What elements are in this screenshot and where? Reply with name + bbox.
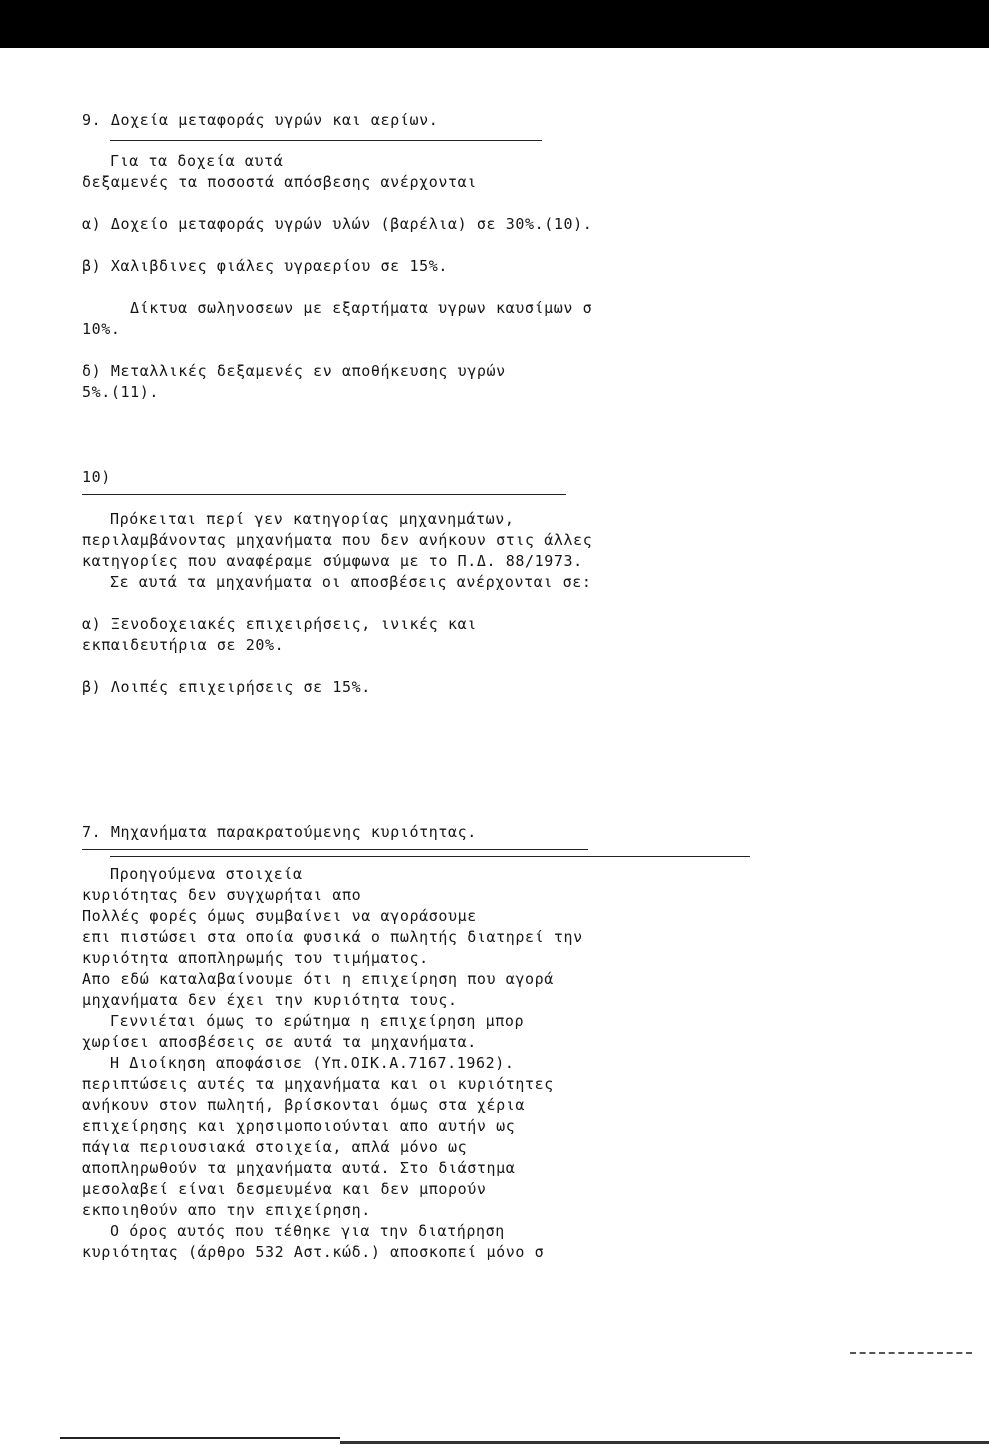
section-7-underline-2 [110, 856, 750, 857]
section-10-line: περιλαμβάνοντας μηχανήματα που δεν ανήκουν στις άλλες [82, 531, 593, 549]
section-7-line: επιχείρησης και χρησιμοποιούνται απο αυτήν ως [82, 1117, 516, 1135]
scan-artifact-dashes [850, 1352, 972, 1354]
section-7-line: κυριότητα αποπληρωμής του τιμήματος. [82, 949, 429, 967]
section-7-line: αποπληρωθούν τα μηχανήματα αυτά. Στο διάστημα [82, 1159, 516, 1177]
section-7-line: μεσολαβεί είναι δεσμευμένα και δεν μπορούν [82, 1180, 487, 1198]
section-9-line: 10%. [82, 320, 121, 338]
section-7-line: κυριότητας (άρθρο 532 Αστ.κώδ.) αποσκοπεί μόνο σ [82, 1243, 545, 1261]
section-10-line: Σε αυτά τα μηχανήματα οι αποσβέσεις ανέρχονται σε: [110, 573, 592, 591]
section-7-heading: 7. Μηχανήματα παρακρατούμενης κυριότητας. [82, 823, 477, 841]
section-7-line: Η Διοίκηση αποφάσισε (Υπ.ΟΙΚ.Α.7167.1962). [110, 1054, 515, 1072]
scan-artifact-bottom-line-2 [340, 1441, 989, 1444]
section-7-line: Ο όρος αυτός που τέθηκε για την διατήρηση [110, 1222, 505, 1240]
section-7-line: μηχανήματα δεν έχει την κυριότητα τους. [82, 991, 458, 1009]
section-7-line: Απο εδώ καταλαβαίνουμε ότι η επιχείρηση που αγορά [82, 970, 554, 988]
section-7-line: Πολλές φορές όμως συμβαίνει να αγοράσουμε [82, 907, 477, 925]
section-10-line: Πρόκειται περί γεν κατηγορίας μηχανημάτων, [110, 510, 515, 528]
section-7-line: επι πιστώσει στα οποία φυσικά ο πωλητής διατηρεί την [82, 928, 583, 946]
section-10-line: β) Λοιπές επιχειρήσεις σε 15%. [82, 678, 371, 696]
section-7-line: ανήκουν στον πωλητή, βρίσκονται όμως στα χέρια [82, 1096, 526, 1114]
section-7-line: πάγια περιουσιακά στοιχεία, απλά μόνο ως [82, 1138, 468, 1156]
section-10-line: εκπαιδευτήρια σε 20%. [82, 636, 285, 654]
section-7-line: χωρίσει αποσβέσεις σε αυτά τα μηχανήματα. [82, 1033, 477, 1051]
section-9-line: β) Χαλιβδινες φιάλες υγραερίου σε 15%. [82, 257, 448, 275]
section-9-line: 5%.(11). [82, 383, 160, 401]
section-9-underline [110, 140, 542, 141]
section-9-line: δ) Μεταλλικές δεξαμενές εν αποθήκευσης υγρών [82, 362, 506, 380]
section-10-line: α) Ξενοδοχειακές επιχειρήσεις, ινικές και [82, 615, 477, 633]
section-7-underline [82, 849, 588, 850]
section-9-line: Για τα δοχεία αυτά [110, 152, 284, 170]
section-7-line: εκποιηθούν απο την επιχείρηση. [82, 1201, 371, 1219]
scan-top-border [0, 0, 989, 48]
scan-artifact-bottom-line [60, 1437, 340, 1439]
section-9-line: Δίκτυα σωληνοσεων με εξαρτήματα υγρων καυσίμων σ [130, 299, 593, 317]
section-7-line: περιπτώσεις αυτές τα μηχανήματα και οι κυριότητες [82, 1075, 554, 1093]
section-10-underline [82, 494, 566, 495]
section-7-line: κυριότητας δεν συγχωρήται απο [82, 886, 362, 904]
section-7-line: Γεννιέται όμως το ερώτημα η επιχείρηση μπορ [110, 1012, 525, 1030]
section-9-line: α) Δοχείο μεταφοράς υγρών υλών (βαρέλια) σε 30%.(10). [82, 215, 593, 233]
section-10-line: κατηγορίες που αναφέραμε σύμφωνα με το Π.Δ. 88/1973. [82, 552, 583, 570]
section-9-line: δεξαμενές τα ποσοστά απόσβεσης ανέρχονται [82, 173, 477, 191]
section-10-heading: 10) [82, 468, 111, 486]
section-7-line: Προηγούμενα στοιχεία [110, 865, 303, 883]
section-9-heading: 9. Δοχεία μεταφοράς υγρών και αερίων. [82, 111, 439, 129]
